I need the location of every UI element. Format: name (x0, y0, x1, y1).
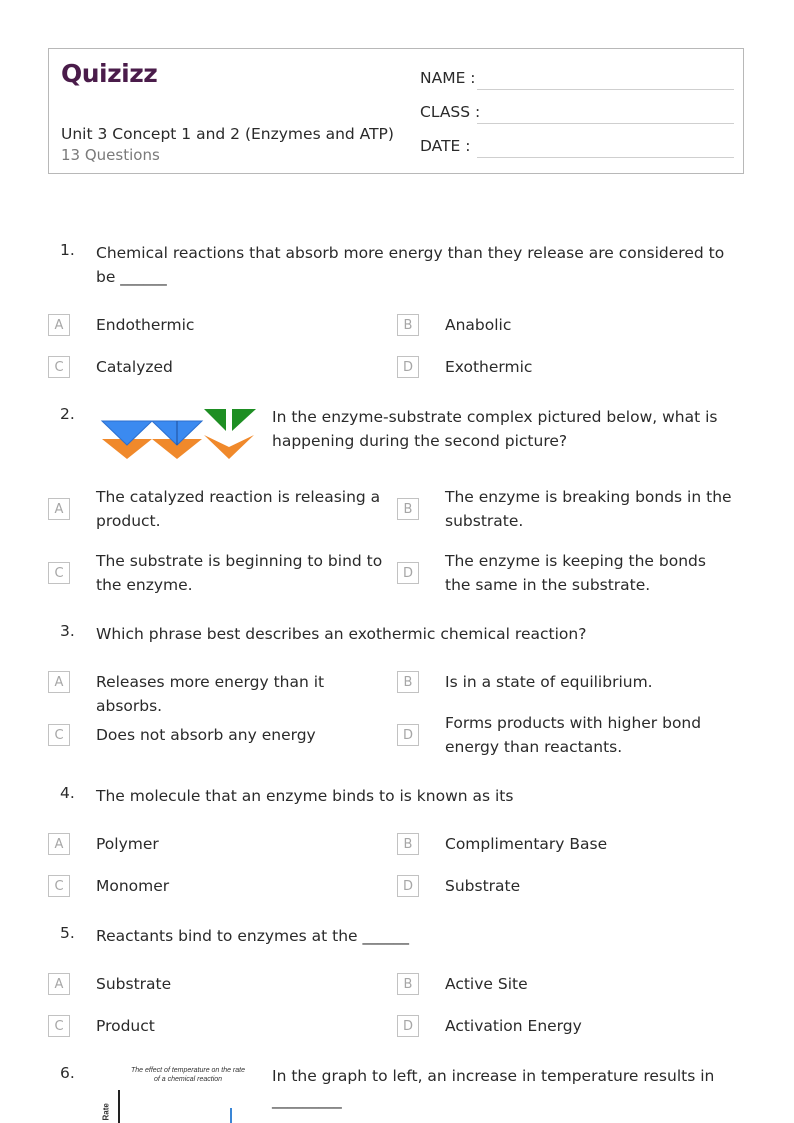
option-letter: A (48, 671, 70, 693)
option-text: Forms products with higher bond energy than reactants. (445, 714, 702, 756)
option-letter: C (48, 875, 70, 897)
option-text: Releases more energy than it absorbs. (96, 673, 325, 715)
option-letter: A (48, 314, 70, 336)
option-c[interactable] (48, 549, 383, 597)
option-b[interactable] (397, 832, 697, 880)
date-line[interactable] (477, 157, 734, 158)
option-text: Activation Energy (445, 1017, 582, 1035)
option-letter: D (397, 562, 419, 584)
option-a[interactable] (48, 313, 348, 361)
option-text: Polymer (96, 835, 159, 853)
option-d[interactable] (397, 549, 706, 597)
option-text: The substrate is beginning to bind to the enzyme. (96, 552, 383, 594)
graph-ylabel: Rate (101, 1103, 111, 1121)
class-line[interactable] (477, 123, 734, 124)
question-text: In the enzyme-substrate complex pictured below, what is happening during the second picture? (272, 408, 718, 450)
option-letter: D (397, 875, 419, 897)
option-text: Is in a state of equilibrium. (445, 673, 653, 691)
option-letter: C (48, 724, 70, 746)
date-field[interactable] (420, 135, 734, 159)
option-text: Active Site (445, 975, 528, 993)
quizizz-logo: Quizizz (61, 59, 158, 88)
option-text: Catalyzed (96, 358, 173, 376)
option-d[interactable] (397, 355, 697, 403)
graph-y-axis (118, 1090, 120, 1123)
question-number: 3. (60, 622, 75, 640)
option-letter: A (48, 833, 70, 855)
option-a[interactable] (48, 832, 348, 880)
question-number: 6. (60, 1064, 75, 1082)
option-text: Does not absorb any energy (96, 726, 316, 744)
question-number: 2. (60, 405, 75, 423)
option-b[interactable] (397, 313, 697, 361)
option-letter: C (48, 356, 70, 378)
date-label: DATE : (420, 137, 471, 155)
class-label: CLASS : (420, 103, 481, 121)
question-number: 1. (60, 241, 75, 259)
option-letter: C (48, 1015, 70, 1037)
option-letter: A (48, 973, 70, 995)
name-field[interactable] (420, 67, 734, 91)
class-field[interactable] (420, 101, 734, 125)
worksheet-header (48, 48, 744, 174)
option-letter: B (397, 833, 419, 855)
option-text: The enzyme is keeping the bonds the same in the substrate. (445, 552, 706, 594)
option-letter: B (397, 314, 419, 336)
option-text: Exothermic (445, 358, 533, 376)
question-text: Which phrase best describes an exothermic chemical reaction? (96, 625, 587, 643)
option-text: Endothermic (96, 316, 195, 334)
question-number: 4. (60, 784, 75, 802)
substrate-3 (204, 435, 254, 459)
option-d[interactable] (397, 711, 702, 759)
option-text: Product (96, 1017, 155, 1035)
name-line[interactable] (477, 89, 734, 90)
option-letter: B (397, 498, 419, 520)
option-text: Anabolic (445, 316, 512, 334)
option-letter: A (48, 498, 70, 520)
option-a[interactable] (48, 485, 381, 533)
question-text: Chemical reactions that absorb more energy than they release are considered to be ______ (96, 244, 725, 286)
option-letter: C (48, 562, 70, 584)
option-letter: D (397, 356, 419, 378)
option-d[interactable] (397, 1014, 697, 1062)
option-text: Substrate (96, 975, 172, 993)
option-text: The catalyzed reaction is releasing a product. (96, 488, 381, 530)
enzyme-substrate-image (98, 405, 260, 463)
option-b[interactable] (397, 972, 697, 1020)
option-c[interactable] (48, 355, 348, 403)
question-number: 5. (60, 924, 75, 942)
option-c[interactable] (48, 1014, 348, 1062)
worksheet-title: Unit 3 Concept 1 and 2 (Enzymes and ATP) (61, 125, 394, 143)
option-letter: D (397, 1015, 419, 1037)
option-letter: B (397, 973, 419, 995)
option-c[interactable] (48, 711, 348, 759)
option-c[interactable] (48, 874, 348, 922)
option-text: Substrate (445, 877, 521, 895)
option-text: The enzyme is breaking bonds in the substrate. (445, 488, 732, 530)
question-text: The molecule that an enzyme binds to is known as its (96, 787, 514, 805)
option-letter: B (397, 671, 419, 693)
option-letter: D (397, 724, 419, 746)
product-left (204, 409, 226, 431)
name-label: NAME : (420, 69, 476, 87)
option-text: Complimentary Base (445, 835, 608, 853)
option-b[interactable] (397, 485, 732, 533)
option-text: Monomer (96, 877, 170, 895)
graph-curve (230, 1108, 232, 1123)
option-d[interactable] (397, 874, 697, 922)
question-text: In the graph to left, an increase in temperature results in _________ (272, 1067, 715, 1109)
product-right (232, 409, 256, 431)
temperature-graph (98, 1064, 254, 1123)
option-a[interactable] (48, 972, 348, 1020)
question-count: 13 Questions (61, 146, 160, 164)
graph-title: The effect of temperature on the rate of a chemical reaction (130, 1067, 245, 1083)
question-text: Reactants bind to enzymes at the ______ (96, 927, 410, 945)
